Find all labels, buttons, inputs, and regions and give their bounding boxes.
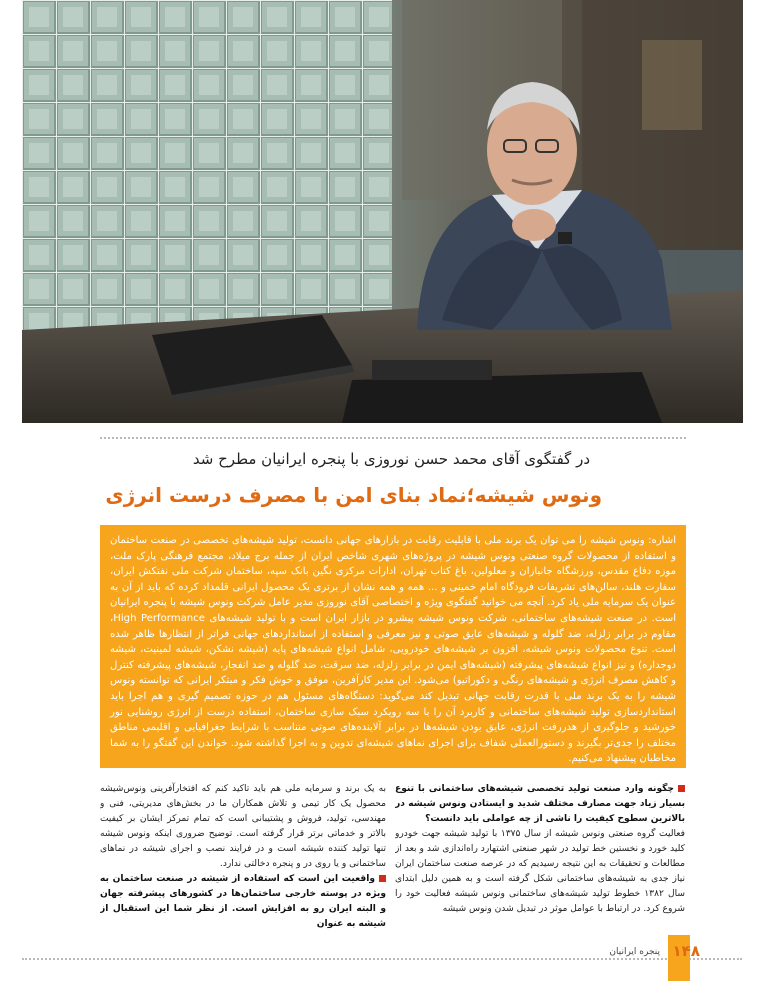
dotted-divider: [100, 437, 686, 439]
article-headline: ونوس شیشه؛نماد بنای امن با مصرف درست انرژی: [105, 483, 602, 507]
answer-text: به یک برند و سرمایه ملی هم باید تاکید کنم که افتخارآفرینی ونوس‌شیشه محصول یک کار تیمی و تلاش همکاران ما در بخش‌های مدیریتی، فنی و مهندسی، تولید، فروش و پشتیبانی است که تمام تمرکز ایشان بر کیفیت بالاتر و خدماتی برتر قرار گرفته است. توضیح ضروری اینکه ونوس شیشه تنها تولید کننده شیشه است و در فرایند نصب و اجرای شیشه در نماهای ساختمانی و یا روی در و پنجره دخالتی ندارد.: [100, 784, 386, 869]
question-text: چگونه وارد صنعت تولید تخصصی شیشه‌های ساختمانی با تنوع بسیار زیاد جهت مصارف مختلف شدید و ایستادن ونوس شیشه در بالاترین سطوح کیفیت را ناشی از چه عواملی باید دانست؟: [395, 784, 685, 824]
question-text: واقعیت این است که استفاده از شیشه در صنعت ساختمان به ویژه در پوسته خارجی ساختمان‌ها در کشورهای پیشرفته جهان و البته ایران رو به افزایش است. از نظر شما این استقبال از شیشه به عنوان: [100, 874, 386, 929]
article-subtitle: در گفتگوی آقای محمد حسن نوروزی با پنجره ایرانیان مطرح شد: [192, 450, 590, 468]
intro-box: اشاره: ونوس شیشه را می توان یک برند ملی با قابلیت رقابت در بازارهای جهانی دانست، تولید شیشه‌های تخصصی در صنعت ساختمان و استفاده از محصولات گروه صنعتی ونوس شیشه در پروژه‌های شهری شاخص ایران از جمله برج میلاد، مجتمع فرهنگی پارک ملت، موزه دفاع مقدس، ورزشگاه جانبازان و معلولین، باغ کتاب تهران، ادارات مرکزی نگین بانک سپه، ساختمان شرکت ملی نفتکش ایران، سفارت هلند، سالن‌های تشریفات فرودگاه امام خمینی و ... همه و همه نشان از برتری یک محصول ایرانی قلمداد کرده که باید از آن به عنوان یک سرمایه ملی یاد کرد. آنچه می خوانید گفتگوی ویژه و اختصاصی آقای نوروزی مدیر عامل شرکت ونوس شیشه با پنجره ایرانیان است. در صنعت شیشه‌های ساختمانی، شرکت ونوس شیشه پیشرو در بازار ایران است و با تولید شیشه‌های High Performance، مقاوم در برابر زلزله، ضد گلوله و شیشه‌های عایق صوتی و نیز معرفی و استفاده از استانداردهای جهانی فراتر از انتظارها ظاهر شده است. تنوع محصولات ونوس شیشه، افزون بر شیشه‌های خودرویی، شامل انواع شیشه‌های پایه (شیشه نشکن، شیشه لمینیت، شیشه دوجداره) و نیز انواع شیشه‌های پیشرفته (شیشه‌های ایمن در برابر زلزله، ضد سرقت، ضد گلوله و ضد انفجار، شیشه‌های پیشرفته کنترل و کاهش مصرف انرژی و شیشه‌های رنگی و دکوراتیو) می‌شود. این مدیر کارآفرین، موفق و خوش فکر و مبتکر ایرانی که توانسته ونوس شیشه را به یک برند ملی با قدرت رقابت جهانی تبدیل کند می‌گوید: دستگاه‌های مسئول هم در حوزه تصمیم گیری و هم اجرا باید استانداردسازی تولید شیشه‌های ساختمانی و کاربرد آن را با سه رویکرد سبک سازی ساختمان، استفاده درست از انرژی روشنایی نور خورشید و جلوگیری از هدررفت انرژی، عایق بودن شیشه‌ها در برابر آلاینده‌های صوتی متناسب با شرایط جغرافیایی و اقلیمی مناطق مختلف را جدی‌تر بگیرند و دستورالعملی شفاف برای اجرای نماهای شیشه‌ای تدوین و به اجرا گذاشته شود. خواندن این گفتگو را به شما مخاطبان پیشنهاد می‌کنیم.: [100, 525, 686, 768]
article-photo: [22, 0, 743, 423]
answer-text: فعالیت گروه صنعتی ونوس شیشه از سال ۱۳۷۵ با تولید شیشه جهت خودرو کلید خورد و نخستین خط تولید در شهر صنعتی اشتهارد راه‌اندازی شد و بعد از مطالعات و تحقیقات به این نتیجه رسیدیم که در عرصه صنعت ساختمان ایران نیاز جدی به شیشه‌های ساختمانی شکل گرفته است و به همین دلیل ابتدای سال ۱۳۸۲ خطوط تولید شیشه‌های ساختمانی ونوس شیشه فعالیت خود را شروع کرد. در ارتباط با عوامل موثر در تبدیل شدن ونوس شیشه: [395, 829, 685, 914]
left-column: [100, 782, 386, 938]
question-block: [100, 872, 386, 932]
right-column: [395, 782, 685, 948]
bullet-icon: [379, 875, 386, 882]
bullet-icon: [678, 785, 685, 792]
page-number: ۱۴۸: [672, 942, 700, 960]
question-block: [395, 782, 685, 827]
magazine-name: پنجره ایرانیان: [609, 947, 660, 957]
